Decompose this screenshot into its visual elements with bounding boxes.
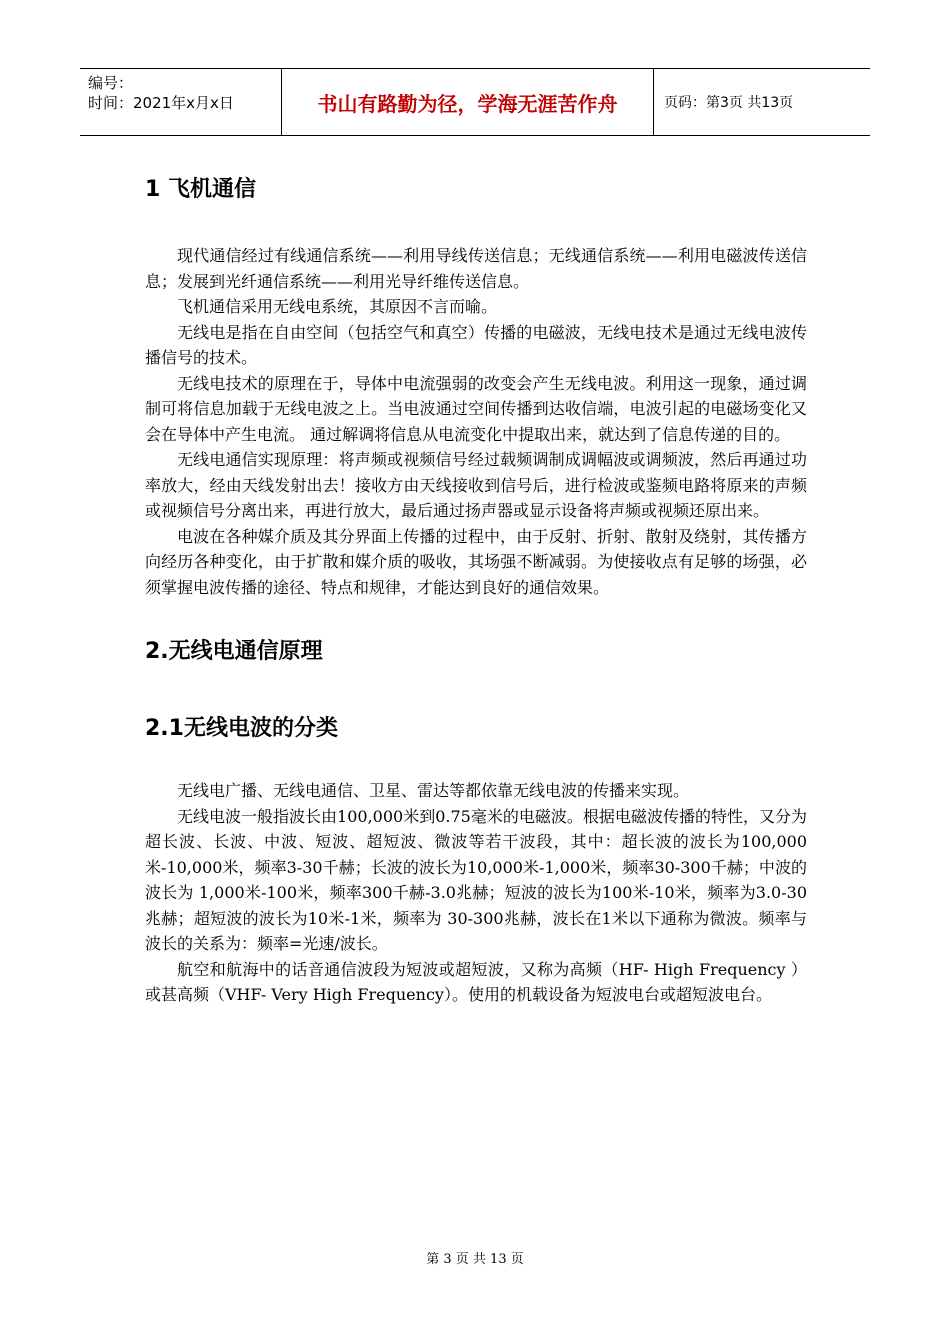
document-body (145, 168, 807, 1008)
paragraph: 无线电技术的原理在于，导体中电流强弱的改变会产生无线电波。利用这一现象，通过调制可将信息加载于无线电波之上。当电波通过空间传播到达收信端，电波引起的电磁场变化又会在导体中产生电流。 通过解调将信息从电流变化中提取出来，就达到了信息传递的目的。 (145, 373, 807, 444)
document-time: 时间：2021年x月x日 (88, 94, 234, 112)
page-footer: 第 3 页 共 13 页 (426, 1252, 524, 1267)
paragraph: 无线电通信实现原理：将声频或视频信号经过载频调制成调幅波或调频波，然后再通过功率放大，经由天线发射出去！接收方由天线接收到信号后，进行检波或鉴频电路将原来的声频或视频信号分离出来，再进行放大，最后通过扬声器或显示设备将声频或视频还原出来。 (145, 450, 807, 520)
paragraph: 航空和航海中的话音通信波段为短波或超短波，又称为高频（HF- High Frequency ）或甚高频（VHF- Very High Frequency）。使用的机载设备为短波电台或超短波电台。 (145, 959, 807, 1004)
paragraph: 无线电是指在自由空间（包括空气和真空）传播的电磁波，无线电技术是通过无线电波传播信号的技术。 (145, 322, 807, 367)
paragraph: 无线电广播、无线电通信、卫星、雷达等都依靠无线电波的传播来实现。 (177, 781, 690, 800)
paragraph: 电波在各种媒介质及其分界面上传播的过程中，由于反射、折射、散射及绕射，其传播方向经历各种变化，由于扩散和媒介质的吸收，其场强不断减弱。为使接收点有足够的场强，必须掌握电波传播的途径、特点和规律，才能达到良好的通信效果。 (145, 526, 807, 597)
section-2-title: 2.无线电通信原理 (145, 639, 323, 664)
paragraph: 现代通信经过有线通信系统——利用导线传送信息；无线通信系统——利用电磁波传送信息；发展到光纤通信系统——利用光导纤维传送信息。 (145, 246, 807, 291)
section-2-1-title: 2.1无线电波的分类 (145, 716, 338, 741)
header-page-info: 页码：第3页 共13页 (664, 95, 794, 111)
header-meta (80, 69, 282, 135)
document-number: 编号： (88, 74, 134, 92)
paragraph: 无线电波一般指波长由100,000米到0.75毫米的电磁波。根据电磁波传播的特性，又分为超长波、长波、中波、短波、超短波、微波等若干波段，其中：超长波的波长为100,000米-10,000米，频率3-30千赫；长波的波长为10,000米-1,000米，频率30-300千赫；中波的波长为 1,000米-100米，频率300千赫-3.0兆赫；短波的波长为100米-10米，频率为3.0-30兆赫；超短波的波长为10米-1米，频率为 30-300兆赫，波长在1米以下通称为微波。频率与波长的关系为：频率=光速/波长。 (145, 806, 807, 953)
page-header (80, 68, 870, 136)
header-motto: 书山有路勤为径，学海无涯苦作舟 (282, 69, 654, 135)
paragraph: 飞机通信采用无线电系统，其原因不言而喻。 (177, 297, 498, 316)
section-1-title: 1 飞机通信 (145, 177, 256, 202)
